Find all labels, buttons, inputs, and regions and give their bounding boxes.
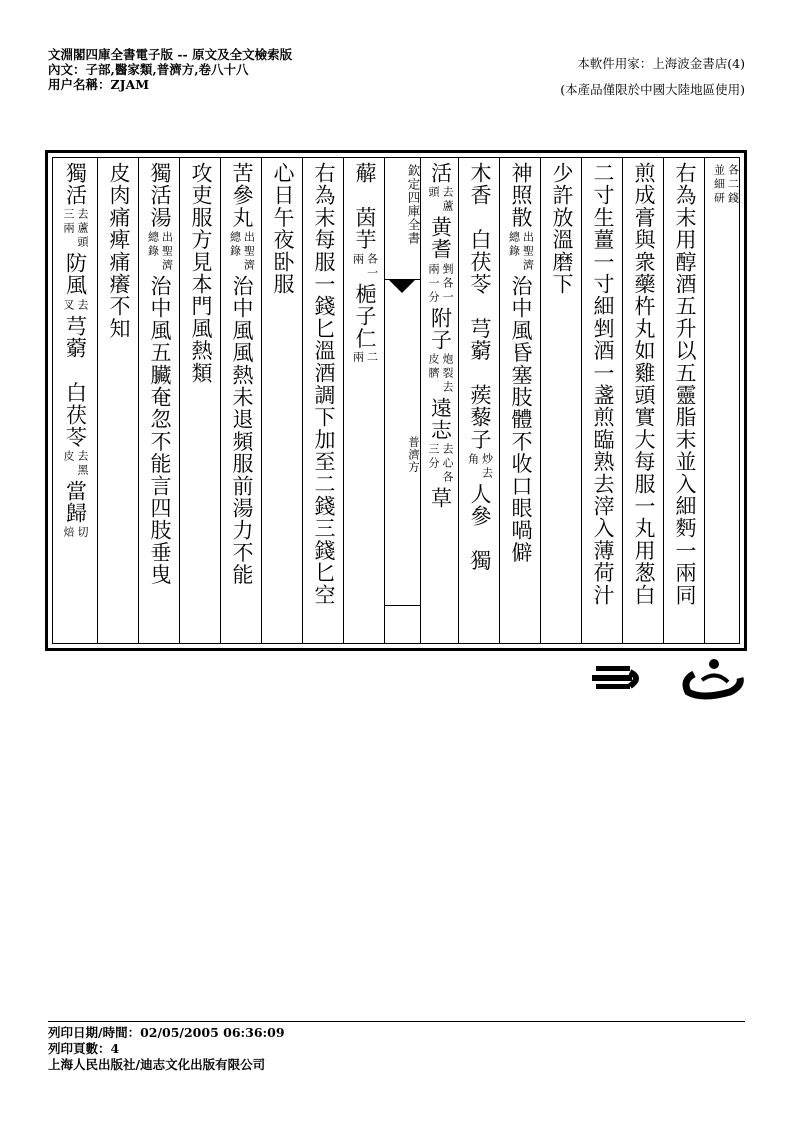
fold-section-title: 普濟方 bbox=[407, 436, 421, 474]
text-column bbox=[53, 158, 97, 643]
text-column bbox=[581, 158, 623, 643]
main-text: 攻吏服方見本門風熱類 bbox=[189, 162, 213, 384]
main-text: 獨活湯 bbox=[148, 162, 172, 229]
annotation-line: 出聖濟 bbox=[242, 230, 256, 273]
main-text: 獨活 bbox=[63, 162, 88, 207]
header-title: 文淵閣四庫全書電子版 -- 原文及全文檢索版 bbox=[48, 47, 293, 62]
publisher-logo-icon bbox=[590, 656, 750, 702]
main-text: 治中風五臟奄忽不能言四肢垂曳 bbox=[148, 274, 172, 586]
annotation bbox=[62, 208, 88, 250]
annotation-line: 去蘆 bbox=[441, 186, 454, 215]
text-column bbox=[261, 158, 303, 643]
main-text: 人參 獨 bbox=[468, 482, 492, 572]
header-licensee: 本軟件用家：上海波金書店(4) bbox=[577, 56, 745, 71]
text-column bbox=[420, 158, 459, 643]
annotation-line: 各二錢 bbox=[726, 164, 740, 206]
annotation bbox=[62, 450, 88, 478]
header-region-note: (本產品僅限於中國大陸地區使用) bbox=[560, 82, 745, 97]
annotation-line: 叉 bbox=[62, 298, 75, 313]
annotation bbox=[62, 526, 88, 540]
text-column bbox=[179, 158, 221, 643]
main-text: 當歸 bbox=[63, 480, 88, 525]
annotation-line: 總錄 bbox=[146, 230, 160, 259]
main-text: 右為末用醇酒五升以五靈脂末並入細麪一兩同 bbox=[673, 162, 697, 606]
annotation-line: 三兩 bbox=[62, 208, 75, 237]
main-text: 皮肉痛痺痛癢不知 bbox=[107, 162, 131, 340]
annotation-line: 兩一分 bbox=[427, 262, 440, 305]
annotation bbox=[467, 453, 493, 481]
annotation-line: 切 bbox=[76, 526, 89, 541]
text-column bbox=[343, 158, 385, 643]
main-text: 治中風昏塞肢體不收口眼喎僻 bbox=[509, 274, 533, 564]
annotation-line: 二 bbox=[365, 351, 379, 366]
main-text: 附子 bbox=[428, 306, 453, 352]
text-column bbox=[663, 158, 705, 643]
main-text: 煎成膏與衆藥杵丸如雞頭實大每服一丸用葱白 bbox=[632, 162, 656, 606]
annotation bbox=[229, 231, 255, 273]
annotation bbox=[427, 263, 453, 305]
text-column bbox=[622, 158, 664, 643]
fold-book-title: 欽定四庫全書 bbox=[406, 164, 421, 245]
main-text: 木香 白茯苓 芎藭 蒺藜子 bbox=[468, 162, 492, 451]
main-text: 少許放溫磨下 bbox=[550, 162, 574, 296]
annotation-line: 總錄 bbox=[507, 230, 521, 259]
text-column bbox=[302, 158, 344, 643]
page-frame bbox=[45, 150, 747, 651]
print-datetime: 列印日期/時間：02/05/2005 06:36:09 bbox=[48, 1025, 285, 1040]
text-column bbox=[138, 158, 180, 643]
main-text: 草 bbox=[428, 487, 453, 510]
main-text: 活 bbox=[428, 162, 453, 185]
fishtail-mark-icon bbox=[388, 279, 416, 293]
annotation-line: 兩 bbox=[351, 351, 365, 366]
annotation-line: 去心各 bbox=[441, 443, 454, 486]
annotation-line: 總錄 bbox=[228, 230, 242, 259]
text-column bbox=[704, 158, 740, 643]
text-column bbox=[97, 158, 139, 643]
main-text: 遠志 bbox=[428, 397, 453, 442]
header-right bbox=[560, 51, 745, 103]
annotation-line: 各一 bbox=[365, 252, 379, 281]
annotation-line: 去黑 bbox=[76, 450, 89, 479]
main-text: 黄耆 bbox=[428, 216, 453, 261]
text-column bbox=[540, 158, 582, 643]
header-content-path: 內文：子部,醫家類,普濟方,卷八十八 bbox=[48, 62, 249, 77]
main-text: 二寸生薑一寸細剉酒一盞煎臨熟去滓入薄荷汁 bbox=[591, 162, 615, 606]
annotation-line: 剉各一 bbox=[441, 262, 454, 305]
main-text: 神照散 bbox=[509, 162, 533, 229]
annotation bbox=[508, 231, 534, 273]
annotation-line: 出聖濟 bbox=[160, 230, 174, 273]
main-text: 治中風風熱未退頻服前湯力不能 bbox=[230, 274, 254, 586]
main-text: 薢 茵芋 bbox=[353, 162, 377, 251]
annotation bbox=[427, 186, 453, 214]
main-text: 心日午夜卧服 bbox=[271, 162, 295, 296]
annotation-line: 去 bbox=[76, 298, 89, 313]
annotation-line: 炮裂去 bbox=[441, 353, 454, 396]
text-column bbox=[458, 158, 500, 643]
annotation bbox=[713, 164, 739, 206]
annotation bbox=[352, 253, 378, 281]
main-text: 芎藭 白茯苓 bbox=[63, 314, 88, 449]
annotation bbox=[427, 353, 453, 395]
main-text: 右為末每服一錢匕溫酒調下加至二錢三錢匕空 bbox=[312, 162, 336, 606]
text-column bbox=[499, 158, 541, 643]
annotation-line: 出聖濟 bbox=[521, 230, 535, 273]
annotation-line: 並細研 bbox=[712, 164, 726, 206]
annotation bbox=[147, 231, 173, 273]
header-username: 用户名稱：ZJAM bbox=[48, 77, 150, 92]
annotation bbox=[62, 299, 88, 313]
print-page-count: 列印頁數：4 bbox=[48, 1041, 120, 1056]
annotation-line: 皮 bbox=[62, 450, 75, 465]
annotation-line: 炒去 bbox=[480, 452, 494, 481]
annotation-line: 去蘆頭 bbox=[76, 208, 89, 251]
main-text: 苦參丸 bbox=[230, 162, 254, 229]
annotation bbox=[427, 443, 453, 485]
annotation-line: 焙 bbox=[62, 526, 75, 541]
annotation-line: 兩 bbox=[351, 252, 365, 267]
header-left bbox=[48, 47, 292, 92]
footer-divider bbox=[48, 1021, 745, 1022]
annotation-line: 角 bbox=[466, 452, 480, 467]
annotation-line: 三分 bbox=[427, 443, 440, 472]
text-block bbox=[52, 157, 740, 644]
center-fold bbox=[384, 158, 421, 643]
text-column bbox=[220, 158, 262, 643]
main-text: 梔子仁 bbox=[353, 282, 377, 350]
annotation-line: 頭 bbox=[427, 186, 440, 201]
annotation-line: 皮臍 bbox=[427, 353, 440, 382]
publisher-line: 上海人民出版社/迪志文化出版有限公司 bbox=[48, 1057, 266, 1072]
footer bbox=[48, 1025, 285, 1073]
fold-divider bbox=[385, 605, 420, 606]
annotation bbox=[352, 351, 378, 365]
main-text: 防風 bbox=[63, 252, 88, 297]
